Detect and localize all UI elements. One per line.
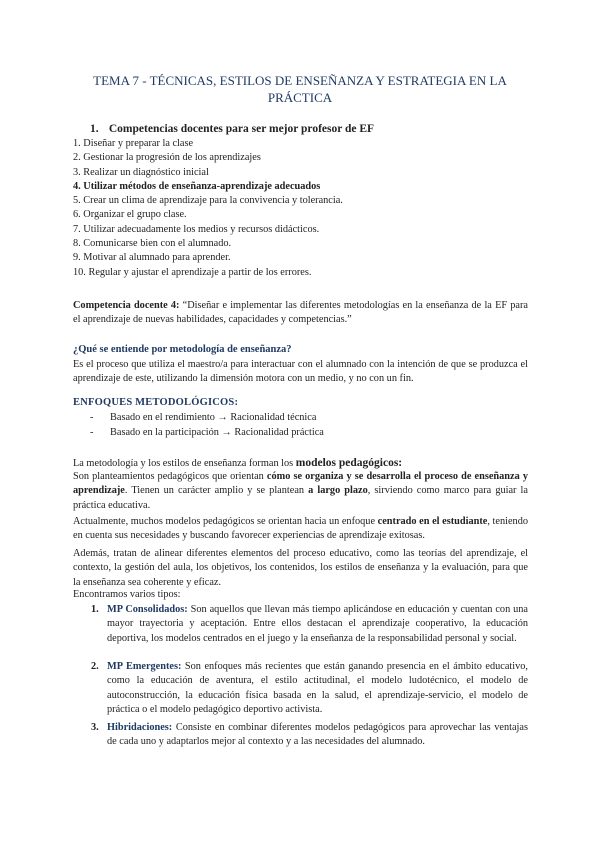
list-item: 1. Diseñar y preparar la clase — [73, 138, 194, 149]
list-item: 6. Organizar el grupo clase. — [73, 209, 187, 221]
modelos-intro-text: La metodología y los estilos de enseñanza forman los — [73, 458, 296, 469]
text-run: . Tienen un carácter amplio y se plantean — [124, 485, 309, 497]
list-item: 9. Motivar al alumnado para aprender. — [73, 252, 231, 264]
text-run: , sirviendo como marco para guiar la práctica educativa. — [73, 485, 528, 511]
list-item: 2. Gestionar la progresión de los aprendizajes — [73, 152, 261, 164]
list-item: 7. Utilizar adecuadamente los medios y recursos didácticos. — [73, 223, 320, 235]
metodologia-definition: Es el proceso que utiliza el maestro/a para interactuar con el alumnado con la intención de que se produzca el aprendizaje de este, utilizando la dimensión motora con un medio, y no con un fin. — [73, 359, 528, 385]
text-run: Son planteamientos pedagógicos que orientan — [73, 471, 267, 482]
list-item — [90, 426, 324, 441]
tipo-number: 2. — [91, 661, 99, 672]
tipo-description: Son enfoques más recientes que están ganando presencia en el ámbito educativo, como la educación de aventura, el estilo actitudinal, el modelo ludotécnico, el modelo de autoconstrucción, la educación física basada en la salud, el aprendizaje-servicio, el modelo de práctica o el modelo pedagógico deportivo activista. — [107, 661, 529, 715]
modelos-tipos-intro: Encontramos varios tipos: — [73, 589, 181, 600]
text-run: , teniendo en cuenta sus necesidades y buscando favorecer experiencias de aprendizaje exitosas. — [73, 516, 528, 542]
enfoque-text: Basado en la participación → Racionalidad práctica — [110, 427, 324, 438]
competencia-4-text: “Diseñar e implementar las diferentes metodologías en la enseñanza de la EF para el aprendizaje de nuevas habilidades, capacidades y competencias.” — [73, 300, 528, 326]
modelos-intro — [73, 456, 528, 471]
metodologia-question-heading: ¿Qué se entiende por metodología de enseñanza? — [73, 344, 292, 355]
modelos-ademas: Además, tratan de alinear diferentes elementos del proceso educativo, como las teorías del aprendizaje, el contexto, la gestión del aula, los objetivos, los contenidos, los estilos de enseñanza y la evaluación, para que la enseñanza sea coherente y eficaz. — [73, 548, 528, 588]
enfoques-list — [90, 411, 324, 441]
tipo-number: 3. — [91, 722, 99, 733]
bold-run: cómo se organiza y se desarrolla el proceso de enseñanza y aprendizaje — [73, 471, 528, 497]
list-item: 3. Realizar un diagnóstico inicial — [73, 166, 209, 178]
enfoques-heading: ENFOQUES METODOLÓGICOS: — [73, 397, 239, 408]
list-item-highlighted: 4. Utilizar métodos de enseñanza-aprendizaje adecuados — [73, 180, 321, 192]
tipo-text — [107, 721, 528, 750]
tipo-label: MP Consolidados: — [107, 604, 188, 615]
enfoque-text: Basado en el rendimiento → Racionalidad técnica — [110, 412, 317, 423]
competencias-heading-text: Competencias docentes para ser mejor profesor de EF — [108, 123, 375, 135]
competencias-heading — [90, 122, 374, 136]
competencia-4-label: Competencia docente 4: — [73, 300, 180, 311]
modelos-actualmente — [73, 515, 528, 544]
text-run: Actualmente, muchos modelos pedagógicos se orientan hacia un enfoque — [73, 516, 378, 527]
tipo-description: Consiste en combinar diferentes modelos pedagógicos para aprovechar las ventajas de cada uno y adaptarlos mejor al contexto y a las necesidades del alumnado. — [107, 722, 528, 748]
tipo-label: MP Emergentes: — [107, 661, 182, 672]
dash-bullet: - — [90, 427, 94, 438]
modelos-definition — [73, 470, 528, 513]
modelos-intro-bold: modelos pedagógicos: — [295, 457, 403, 469]
list-item: 5. Crear un clima de aprendizaje para la convivencia y tolerancia. — [73, 195, 343, 207]
list-item — [90, 411, 324, 426]
bold-run: centrado en el estudiante — [377, 516, 488, 527]
page-title: TEMA 7 - TÉCNICAS, ESTILOS DE ENSEÑANZA Y ESTRATEGIA EN LA PRÁCTICA — [93, 73, 507, 105]
tipo-label: Hibridaciones: — [107, 722, 173, 733]
bold-run: a largo plazo — [308, 485, 368, 497]
dash-bullet: - — [90, 412, 94, 423]
tipo-text — [107, 603, 528, 646]
tipo-text — [107, 660, 528, 717]
competencia-4-paragraph — [73, 299, 528, 328]
list-item: 8. Comunicarse bien con el alumnado. — [73, 238, 232, 250]
tipo-number: 1. — [91, 604, 99, 615]
tipo-description: Son aquellos que llevan más tiempo aplicándose en educación y cuentan con una mayor trayectoria y aceptación. Entre ellos destacan el aprendizaje cooperativo, la educación deportiva, los modelos centrados en el juego y la enseñanza de la responsabilidad personal y social. — [107, 604, 529, 644]
list-item: 10. Regular y ajustar el aprendizaje a partir de los errores. — [73, 266, 312, 278]
competencias-heading-number: 1. — [90, 123, 99, 135]
competencias-list — [73, 137, 533, 280]
